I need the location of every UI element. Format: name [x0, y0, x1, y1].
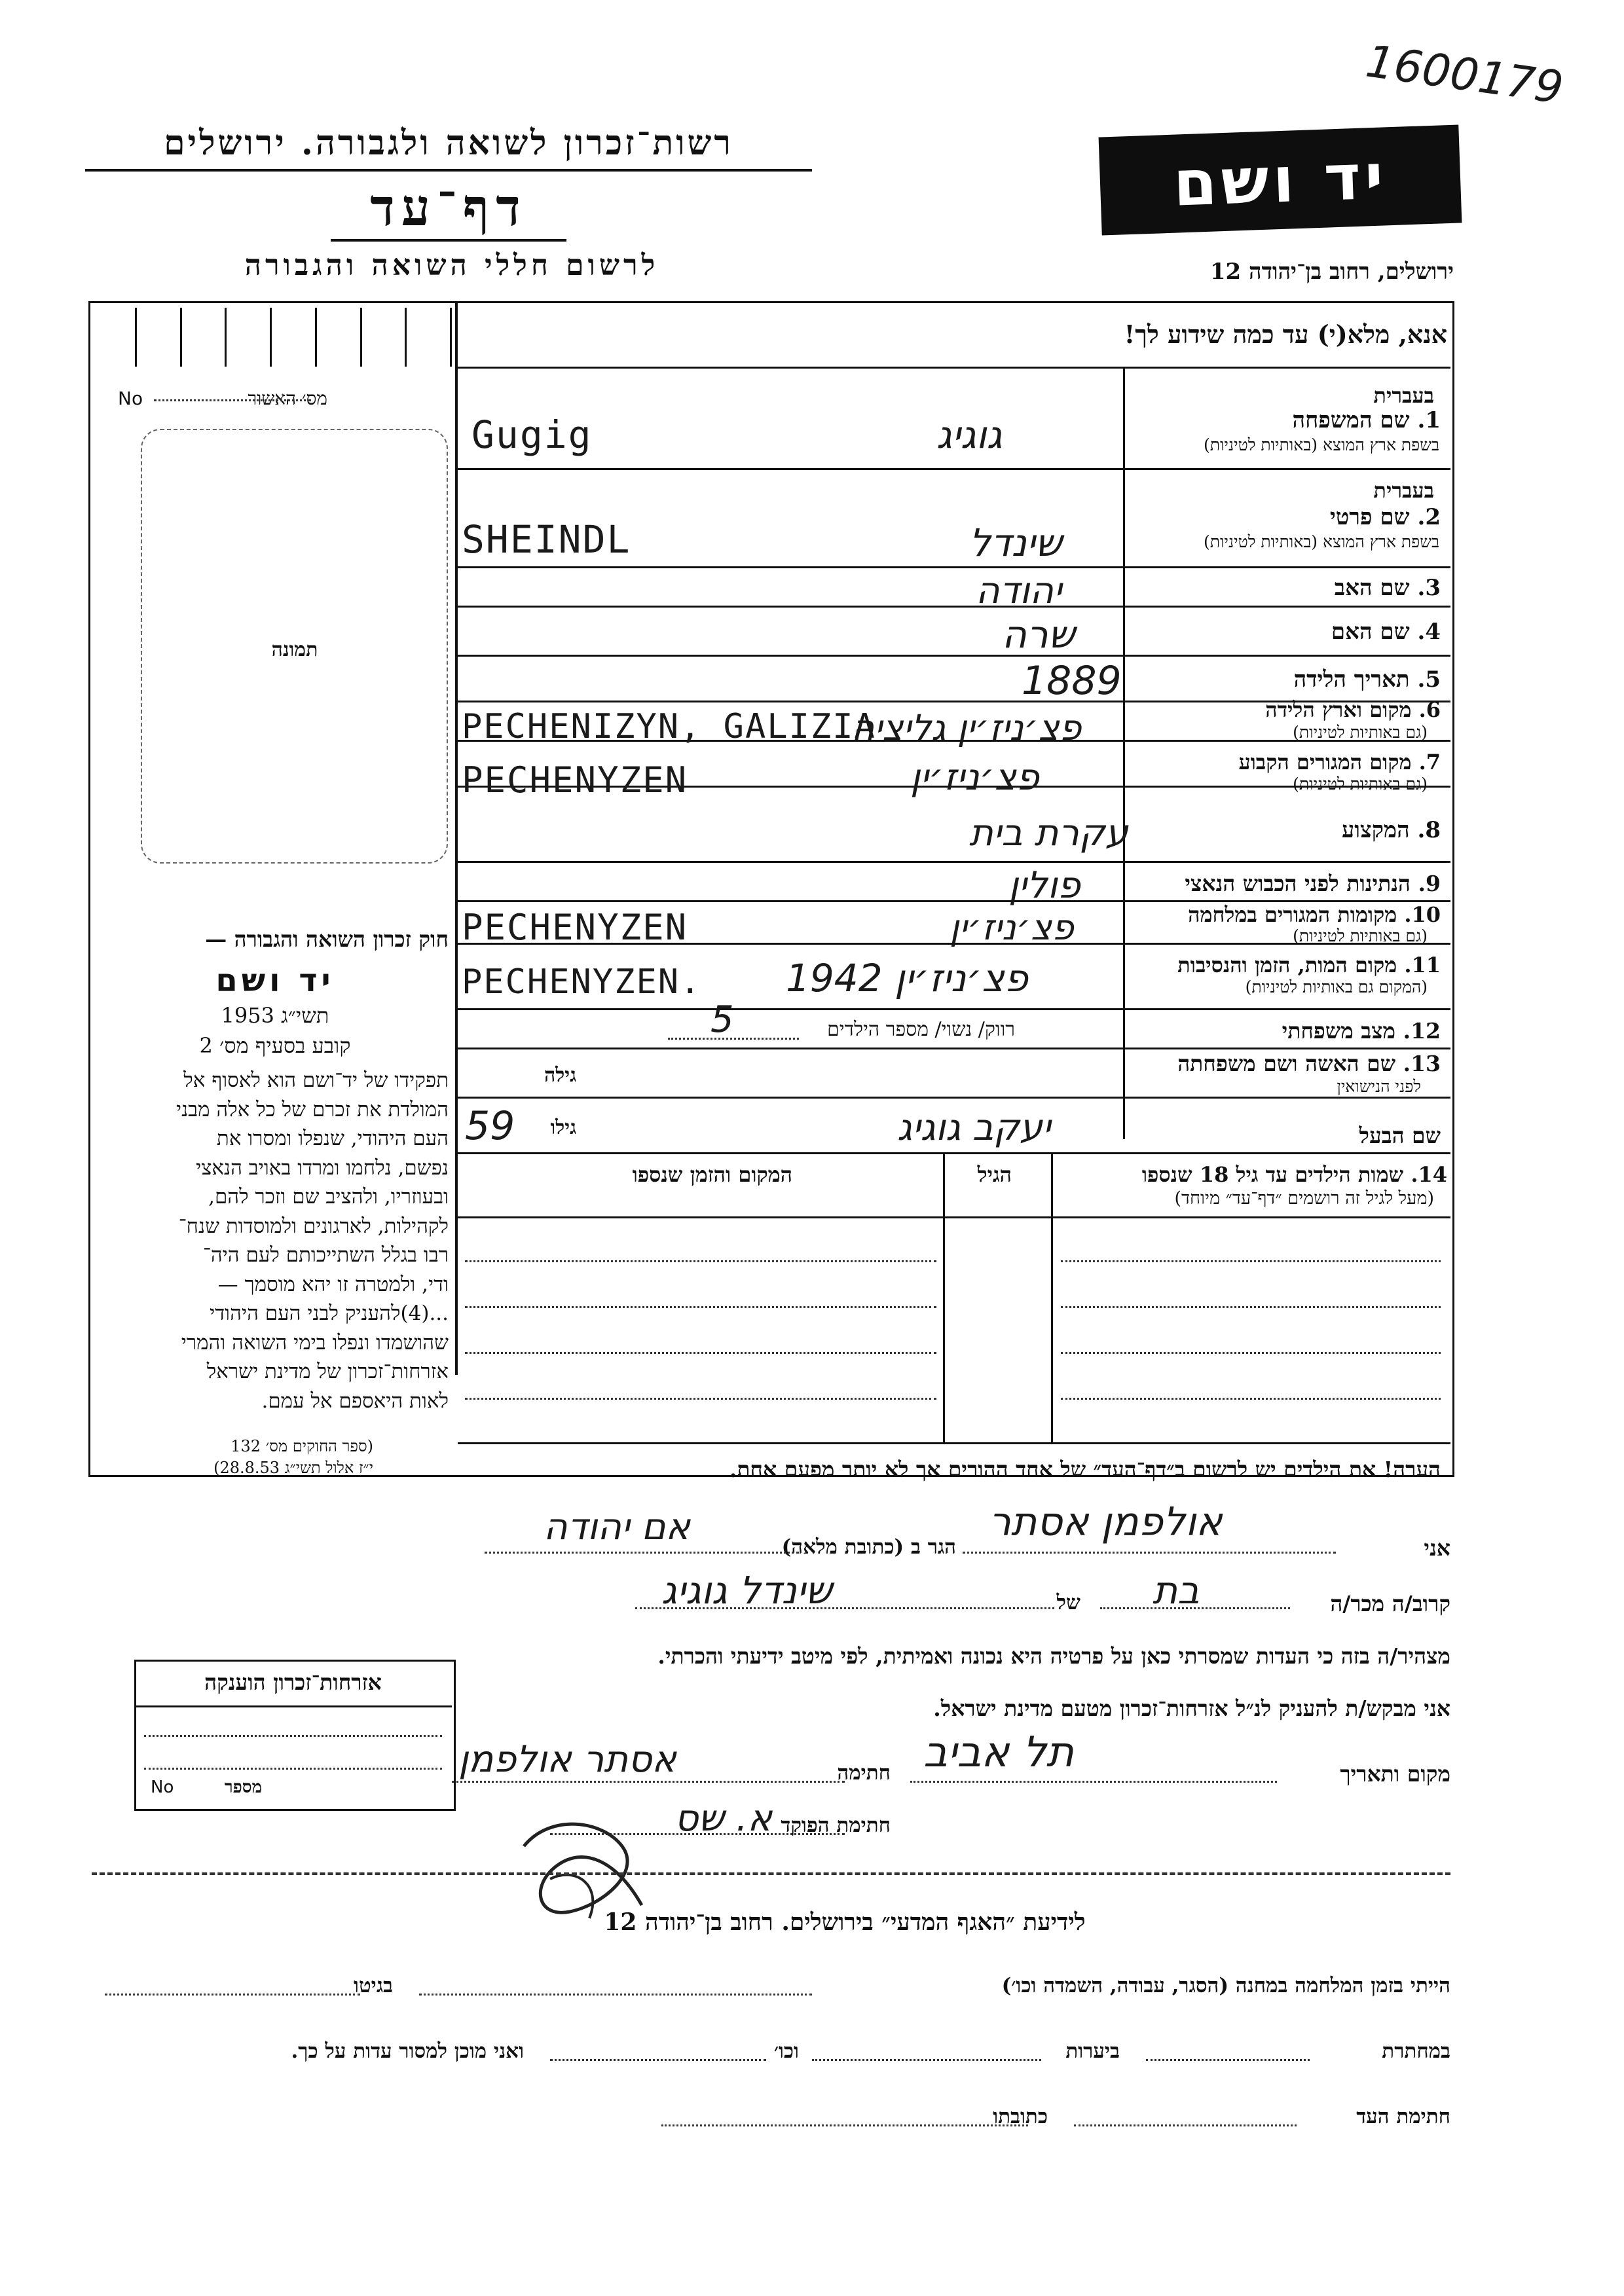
law-text-line: המולדת את זכרם של כל אלה מבני	[175, 1097, 449, 1121]
wartime-residence-latin[interactable]: PECHENYZEN	[462, 907, 688, 948]
field-11-sub-label: (המקום גם באותיות לטיניות)	[1245, 977, 1428, 996]
relation-value[interactable]: בת	[1153, 1568, 1200, 1613]
signature-line	[452, 1781, 845, 1783]
first-name-hebrew[interactable]: שינדל	[969, 520, 1062, 565]
child-row[interactable]	[465, 1306, 936, 1308]
law-text-line: רבו בגלל השתייכותם לעם היה־	[202, 1243, 449, 1267]
declaration-statement: מצהיר/ה בזה כי העדות שמסרתי כאן על פרטיה היא נכונה ואמיתית, לפי מיטב ידיעתי והכרתי.	[657, 1643, 1450, 1669]
field-number: 10.	[1404, 902, 1441, 927]
resides-label: הגר ב (כתובת מלאה)	[781, 1535, 956, 1559]
law-text-line: נפשם, נלחמו ומרדו באויב הנאצי	[196, 1156, 449, 1180]
relative-label: קרוב/ה מכר/ה	[1330, 1591, 1450, 1616]
field-10-sub-label: (גם באותיות לטיניות)	[1293, 926, 1428, 945]
child-row[interactable]	[465, 1352, 936, 1354]
mother-name[interactable]: שרה	[1002, 612, 1075, 657]
law-reference-2: י״ז אלול תשי״ג 28.8.53)	[213, 1459, 373, 1477]
field-10-label	[1188, 902, 1441, 927]
field-label-text: מקום המות, הזמן והנסיבות	[1177, 953, 1397, 977]
child-row[interactable]	[465, 1260, 936, 1262]
husband-name[interactable]: יעקב גוגיג	[897, 1106, 1051, 1149]
field-number: 3.	[1417, 575, 1441, 601]
permit-label: מס׳ האשור	[248, 388, 327, 409]
col-age-header: הגיל	[977, 1162, 1012, 1187]
family-name-latin[interactable]: Gugig	[471, 412, 593, 457]
footer-line1-start: הייתי בזמן המלחמה במחנה (הסגר, עבודה, השמדה וכו׳)	[1001, 1974, 1450, 1997]
field-3-label	[1335, 575, 1441, 601]
submitter-name-line	[963, 1552, 1336, 1554]
law-text-line: העם היהודי, שנפלו ומסרו את	[216, 1127, 449, 1150]
citizenship-no-label: No	[151, 1777, 174, 1797]
citizenship-number-label: מספר	[224, 1777, 262, 1797]
forests-field[interactable]	[812, 2059, 1041, 2061]
law-name: יד ושם	[215, 962, 335, 999]
field-4-label	[1331, 619, 1441, 645]
field-6-label	[1265, 697, 1441, 722]
birth-place-hebrew[interactable]: פצ׳ניז׳ין גליציה	[851, 707, 1082, 748]
field-14-sub-label: (מעל לגיל זה רושמים ״דף־עד״ מיוחד)	[1174, 1188, 1434, 1209]
law-text-line: ...(4)להעניק לבני העם היהודי	[210, 1302, 449, 1325]
family-name-hebrew[interactable]: גוגיג	[936, 412, 1003, 457]
husband-age[interactable]: 59	[465, 1103, 515, 1149]
permit-no-label: No	[118, 388, 143, 409]
officer-signature-label: חתימת הפוקד	[781, 1813, 891, 1837]
field-label-text: המקצוע	[1341, 817, 1410, 843]
law-text-line: לקהילות, לארגונים ולמוסדות שנח־	[178, 1214, 449, 1238]
submitter-address[interactable]: אם יהודה	[544, 1506, 690, 1548]
witness-signature-field[interactable]	[1074, 2124, 1297, 2126]
field-label-text: הנתינות לפני הכבוש הנאצי	[1185, 871, 1411, 896]
underground-field[interactable]	[1146, 2059, 1310, 2061]
form-subtitle: לרשום חללי השואה והגבורה	[244, 249, 659, 282]
submitter-name[interactable]: אולפמן אסתר	[989, 1499, 1223, 1545]
camp-field[interactable]	[419, 1994, 812, 1995]
citizenship-title: אזרחות־זכרון הוענקה	[204, 1669, 382, 1695]
footer-line2-end: ואני מוכן למסור עדות על כך.	[291, 2039, 524, 2063]
field-9-label	[1185, 871, 1441, 897]
birth-place-latin[interactable]: PECHENIZYN, GALIZIA	[462, 707, 876, 746]
field-5-label	[1294, 666, 1441, 693]
form-title: דף־עד	[370, 178, 527, 238]
field-label-text: שמות הילדים עד גיל 18 שנספו	[1141, 1162, 1404, 1187]
authority-name: רשות־זכרון לשואה ולגבורה. ירושלים	[164, 123, 733, 163]
place-date-line	[910, 1781, 1277, 1783]
residence-latin[interactable]: PECHENYZEN	[462, 759, 688, 801]
residence-hebrew[interactable]: פצ׳ניז׳ין	[910, 756, 1039, 799]
field-number: 14.	[1411, 1162, 1447, 1187]
field-13-sub-label: לפני הנישואין	[1337, 1077, 1421, 1096]
citizenship-line	[144, 1735, 442, 1737]
field-number: 11.	[1404, 953, 1441, 977]
field-label-text: מקום המגורים הקבוע	[1238, 750, 1412, 774]
field-number: 6.	[1418, 697, 1441, 722]
signature-value[interactable]: אסתר אולפמן	[458, 1738, 676, 1781]
husband-age-label: גילו	[550, 1116, 576, 1139]
field-label-text: שם המשפחה	[1292, 407, 1410, 433]
marital-status-options: רווק/ נשוי/ מספר הילדים	[827, 1018, 1015, 1041]
child-row[interactable]	[1061, 1398, 1441, 1400]
field-label-text: תאריך הלידה	[1293, 666, 1410, 693]
field-number: 1.	[1417, 407, 1441, 433]
nationality[interactable]: פולין	[1008, 864, 1080, 907]
footer-notice: לידיעת ״האגף המדעי״ בירושלים. רחוב בן־יהודה 12	[604, 1908, 1086, 1936]
field-number: 9.	[1418, 871, 1441, 896]
logo-text: יד ושם	[1172, 139, 1389, 221]
field-label-text: מצב משפחתי	[1282, 1018, 1396, 1044]
place-date-label: מקום ותאריך	[1340, 1761, 1450, 1787]
footer-line3-a: חתימת העד	[1356, 2105, 1450, 2128]
field-label-text: שם האב	[1334, 575, 1410, 601]
of-label: של	[1056, 1591, 1080, 1614]
law-text-line: תפקידו של יד־ושם הוא לאסוף אל	[183, 1068, 449, 1092]
yad-vashem-logo	[1099, 124, 1462, 235]
declaration-i-label: אני	[1424, 1535, 1450, 1561]
footer-line3-b: כתובתו	[993, 2105, 1048, 2128]
field-7-sub-label: (גם באותיות לטיניות)	[1293, 774, 1428, 793]
death-place-latin[interactable]: PECHENYZEN.	[462, 962, 702, 1002]
footer-line2-c: וכו׳	[773, 2039, 799, 2063]
field-number: 8.	[1417, 817, 1441, 843]
officer-signature-value[interactable]: א. שס	[674, 1797, 773, 1840]
footer-line1-end: בגיטו	[354, 1974, 393, 1997]
law-text-line: שהושמדו ונפלו בימי השואה והמרי	[181, 1330, 449, 1355]
field-number: 13.	[1403, 1051, 1441, 1076]
field-2-hebrew-label: בעברית	[1373, 478, 1434, 503]
instruction: אנא, מלא(י) עד כמה שידוע לך!	[1124, 319, 1447, 349]
law-reference-1: (ספר החוקים מס׳ 132	[231, 1437, 373, 1455]
witness-address-field[interactable]	[661, 2124, 1028, 2126]
field-2-label	[1330, 504, 1441, 530]
address: ירושלים, רחוב בן־יהודה 12	[1209, 259, 1454, 285]
first-name-latin[interactable]: SHEINDL	[462, 517, 631, 562]
col-place-time-header: המקום והזמן שנספו	[632, 1162, 792, 1187]
submitter-address-line	[485, 1552, 799, 1554]
field-number: 4.	[1417, 619, 1441, 645]
father-name[interactable]: יהודה	[976, 570, 1062, 612]
field-label-text: מקום וארץ הלידה	[1265, 697, 1412, 722]
field-number: 7.	[1418, 750, 1441, 774]
relative-of[interactable]: שינדל גוגיג	[661, 1568, 832, 1613]
footer-divider	[92, 1872, 1450, 1875]
ghetto-field[interactable]	[105, 1994, 360, 1995]
field-1-hebrew-label: בעברית	[1373, 383, 1434, 408]
birth-date[interactable]: 1889	[1022, 658, 1122, 704]
law-year: תשי״ג 1953	[221, 1003, 329, 1028]
death-place-hebrew[interactable]: פצ׳ניז׳ין 1942	[786, 956, 1028, 1000]
wartime-residence-hebrew[interactable]: פצ׳ניז׳ין	[950, 907, 1074, 948]
permit-number-field[interactable]	[154, 399, 311, 401]
field-13-label	[1177, 1051, 1441, 1077]
field-label-text: שם פרטי	[1329, 504, 1410, 530]
note-text: הערה! את הילדים יש לרשום ב״דף־העד״ של אחד ההורים אך לא יותר מפעם אחת.	[729, 1457, 1441, 1482]
child-row[interactable]	[465, 1398, 936, 1400]
field-12-label	[1282, 1018, 1441, 1044]
law-text-line: אזרחות־זכרון של מדינת ישראל	[206, 1360, 449, 1383]
place-date-value[interactable]: תל אביב	[923, 1728, 1074, 1777]
field-6-sub-label: (גם באותיות לטיניות)	[1293, 723, 1428, 742]
child-row[interactable]	[1061, 1260, 1441, 1262]
field-label-text: מקומות המגורים במלחמה	[1188, 902, 1397, 927]
field-11-label	[1177, 953, 1441, 977]
profession[interactable]: עקרת בית	[969, 812, 1128, 854]
signature-label: חתימה	[837, 1761, 891, 1785]
law-text-line: ובעוזריו, ולהציב שם וזכר להם,	[208, 1185, 449, 1209]
law-text-line: לאות היאספם אל עמם.	[261, 1389, 449, 1413]
field-2-sub-label: בשפת ארץ המוצא (באותיות לטיניות)	[1204, 532, 1439, 551]
field-14-label	[1142, 1162, 1447, 1187]
field-1-sub-label: בשפת ארץ המוצא (באותיות לטיניות)	[1204, 435, 1439, 454]
archive-stamp-number: 1600179	[1362, 35, 1566, 115]
field-8-label	[1342, 817, 1441, 843]
law-text-block	[98, 1066, 449, 1415]
child-row[interactable]	[1061, 1352, 1441, 1354]
citizenship-line	[144, 1768, 442, 1770]
office-code-boxes	[92, 308, 452, 367]
child-row[interactable]	[1061, 1306, 1441, 1308]
field-7-label	[1238, 750, 1441, 774]
wife-age-label: גילה	[544, 1064, 576, 1087]
law-title: חוק זכרון השואה והגבורה —	[205, 926, 449, 952]
footer-line2-b: ביערות	[1065, 2039, 1120, 2063]
law-text-line: ודי, ולמטרה זו יהא מוסמך —	[217, 1272, 449, 1296]
field-number: 2.	[1417, 504, 1441, 530]
field-label-text: שם האשה ושם משפחתה	[1177, 1051, 1396, 1076]
footer-line2-a: במחתרת	[1382, 2039, 1450, 2063]
other-field[interactable]	[550, 2059, 766, 2061]
field-label-text: שם האם	[1331, 619, 1410, 645]
declaration-request: אני מבקש/ת להעניק לנ״ל אזרחות־זכרון מטעם מדינת ישראל.	[933, 1696, 1450, 1721]
photo-label: תמונה	[271, 638, 318, 661]
field-number: 12.	[1403, 1018, 1441, 1044]
law-clause: קובע בסעיף מס׳ 2	[199, 1033, 351, 1058]
husband-label: שם הבעל	[1359, 1123, 1441, 1148]
field-number: 5.	[1417, 666, 1441, 693]
children-count[interactable]: 5	[710, 998, 734, 1041]
field-1-label	[1293, 407, 1441, 433]
